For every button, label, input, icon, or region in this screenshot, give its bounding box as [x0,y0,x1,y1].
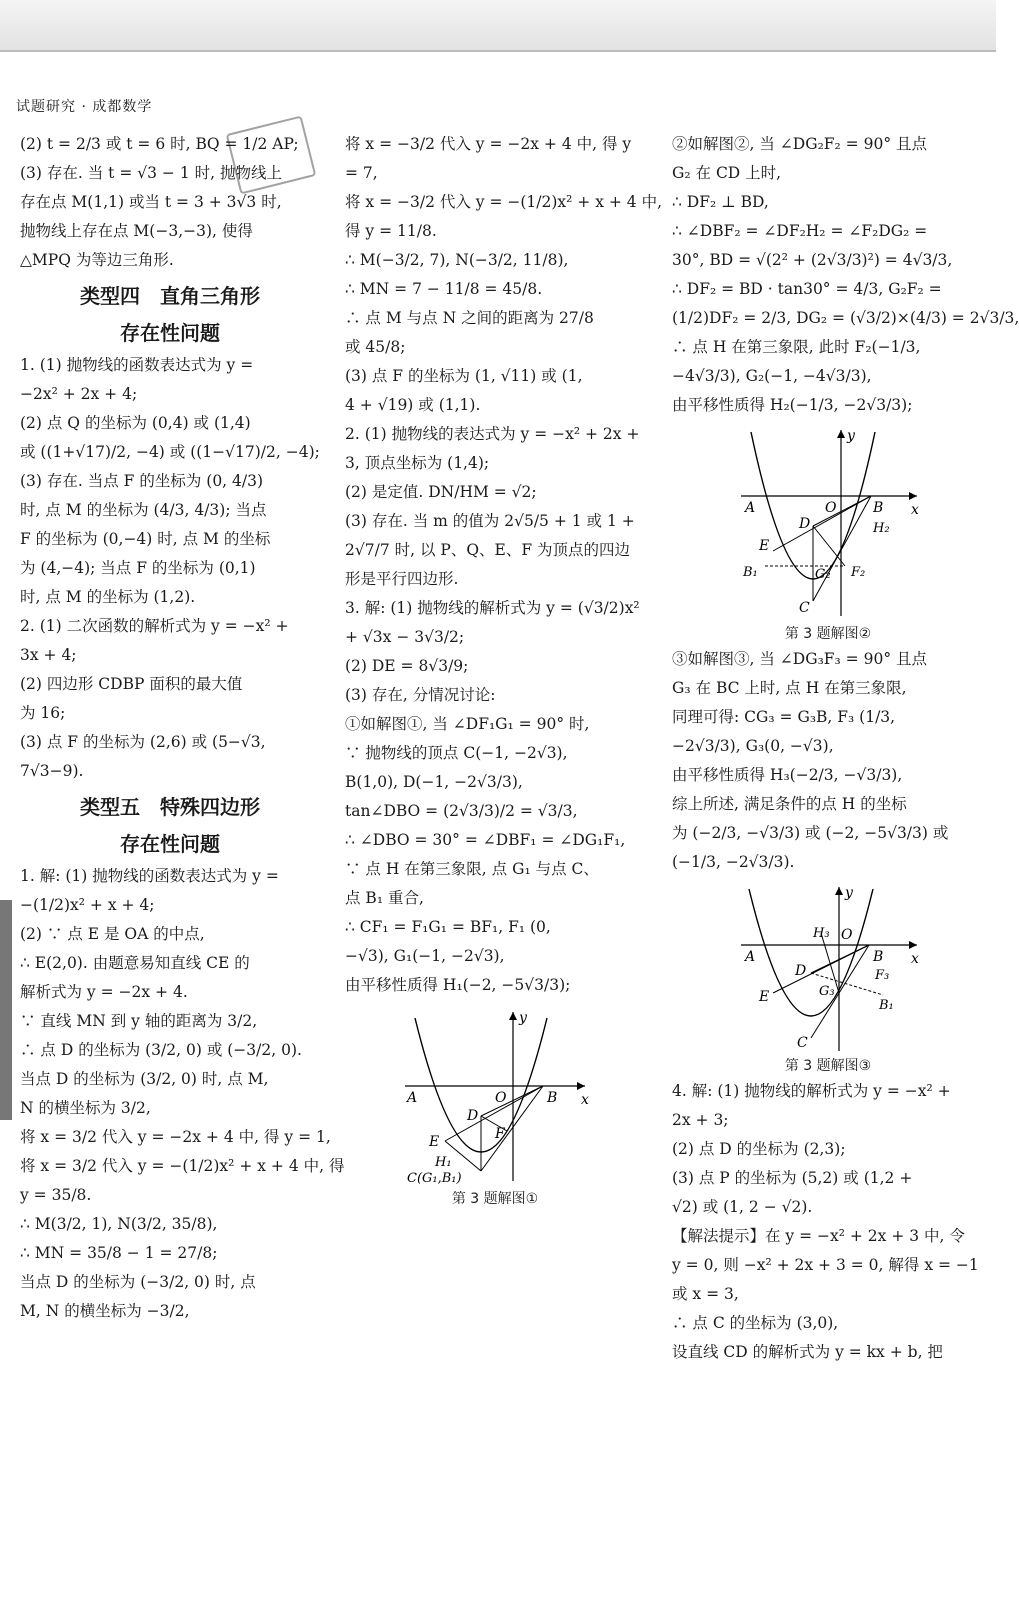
text-line: y = 0, 则 −x² + 2x + 3 = 0, 解得 x = −1 [672,1256,979,1274]
text-line: (2) 点 Q 的坐标为 (0,4) 或 (1,4) [20,414,251,432]
text-line: 将 x = 3/2 代入 y = −2x + 4 中, 得 y = 1, [20,1128,331,1146]
text-line: (2) t = 2/3 或 t = 6 时, BQ = 1/2 AP; [20,135,299,153]
y-axis-arrow [835,887,843,895]
text-line: 时, 点 M 的坐标为 (1,2). [20,588,196,606]
page-header: 试题研究 · 成都数学 [16,99,153,115]
label-y: y [519,1010,527,1026]
col1-lines-b [20,351,320,786]
text-line: ∴ 点 H 在第三象限, 此时 F₂(−1/3, [672,338,921,356]
text-line: 【解法提示】在 y = −x² + 2x + 3 中, 令 [672,1227,965,1245]
text-line: (3) 存在. 当 t = √3 − 1 时, 抛物线上 [20,164,282,182]
text-line: N 的横坐标为 3/2, [20,1099,151,1117]
segment-eb [445,1086,543,1141]
text-line: 为 (−2/3, −√3/3) 或 (−2, −5√3/3) 或 [672,824,949,842]
text-line: (3) 点 P 的坐标为 (5,2) 或 (1,2 + [672,1169,913,1187]
text-line: −4√3/3), G₂(−1, −4√3/3), [672,367,872,385]
text-line: 由平移性质得 H₂(−1/3, −2√3/3); [672,396,913,414]
text-line: 30°, BD = √(2² + (2√3/3)²) = 4√3/3, [672,251,953,269]
x-axis-arrow [909,941,917,949]
text-line: 当点 D 的坐标为 (3/2, 0) 时, 点 M, [20,1070,269,1088]
text-line: (3) 存在. 当 m 的值为 2√5/5 + 1 或 1 + [345,512,635,530]
text-line: y = 35/8. [20,1186,92,1204]
label-x: x [911,502,919,518]
label-B: B [547,1090,558,1106]
text-line: 7√3−9). [20,762,84,780]
text-line: ∵ 抛物线的顶点 C(−1, −2√3), [345,744,568,762]
x-axis-arrow [909,492,917,500]
text-line: G₂ 在 CD 上时, [672,164,782,182]
label-F: F [495,1126,505,1142]
label-D: D [795,963,807,979]
y-axis-arrow [509,1012,517,1020]
label-D: D [467,1108,479,1124]
label-H2: H₂ [873,521,890,536]
text-line: 将 x = 3/2 代入 y = −(1/2)x² + x + 4 中, 得 [20,1157,345,1175]
label-F2: F₂ [851,565,866,580]
label-A: A [745,500,756,516]
text-line: 抛物线上存在点 M(−3,−3), 使得 [20,222,253,240]
text-line: 解析式为 y = −2x + 4. [20,983,188,1001]
text-line: ∵ 直线 MN 到 y 轴的距离为 3/2, [20,1012,258,1030]
label-A: A [407,1090,418,1106]
text-line: 2. (1) 抛物线的表达式为 y = −x² + 2x + [345,425,640,443]
text-line: ③如解图③, 当 ∠DG₃F₃ = 90° 且点 [672,650,928,668]
text-line: ∴ CF₁ = F₁G₁ = BF₁, F₁ (0, [345,918,551,936]
text-line: (3) 存在. 当点 F 的坐标为 (0, 4/3) [20,472,264,490]
label-B1: B₁ [879,998,894,1013]
label-G3: G₃ [819,984,835,999]
text-line: 或 45/8; [345,338,406,356]
column-right [672,130,1019,1367]
text-line: (3) 点 F 的坐标为 (2,6) 或 (5−√3, [20,733,266,751]
text-line: 当点 D 的坐标为 (−3/2, 0) 时, 点 [20,1273,256,1291]
col1-lines-c [20,862,345,1326]
label-O: O [841,927,853,943]
text-line: B(1,0), D(−1, −2√3/3), [345,773,523,791]
text-line: 得 y = 11/8. [345,222,437,240]
text-line: 由平移性质得 H₁(−2, −5√3/3); [345,976,571,994]
text-line: 形是平行四边形. [345,570,459,588]
text-line: (−1/3, −2√3/3). [672,853,795,871]
col2-lines [345,130,663,1000]
text-line: 时, 点 M 的坐标为 (4/3, 4/3); 当点 [20,501,267,519]
scan-top-band [0,0,996,52]
label-E: E [759,989,770,1005]
segment-cb [481,1086,543,1171]
col3-lines-b [672,645,984,877]
figure-caption-2: 第 3 题解图② [784,626,872,642]
label-A: A [745,949,756,965]
text-line: 由平移性质得 H₃(−2/3, −√3/3), [672,766,903,784]
text-line: (2) ∵ 点 E 是 OA 的中点, [20,925,205,943]
label-D: D [799,516,811,532]
col1-lines-a [20,130,320,275]
section-subtitle-type4: 存在性问题 [120,321,220,345]
text-line: −2√3/3), G₃(0, −√3), [672,737,834,755]
col3-lines-a [672,130,1019,420]
text-line: ①如解图①, 当 ∠DF₁G₁ = 90° 时, [345,715,590,733]
text-line: G₃ 在 BC 上时, 点 H 在第三象限, [672,679,907,697]
label-B: B [873,949,884,965]
text-line: tan∠DBO = (2√3/3)/2 = √3/3, [345,802,578,820]
label-B: B [873,500,884,516]
text-line: ∴ MN = 7 − 11/8 = 45/8. [345,280,543,298]
text-line: 2. (1) 二次函数的解析式为 y = −x² + [20,617,289,635]
text-line: ∴ 点 C 的坐标为 (3,0), [672,1314,839,1332]
text-line: 3. 解: (1) 抛物线的解析式为 y = (√3/2)x² [345,599,640,617]
figure-caption-3: 第 3 题解图③ [784,1058,872,1074]
label-C: C [797,1035,808,1051]
text-line: ∴ E(2,0). 由题意易知直线 CE 的 [20,954,250,972]
text-line: 将 x = −3/2 代入 y = −(1/2)x² + x + 4 中, [345,193,663,211]
label-O: O [825,500,837,516]
text-line: (2) 是定值. DN/HM = √2; [345,483,537,501]
section-title-type5: 类型五 特殊四边形 [80,795,260,819]
column-middle [345,130,663,1210]
text-line: (2) 点 D 的坐标为 (2,3); [672,1140,846,1158]
figure-3-solution-3 [733,883,923,1053]
text-line: ②如解图②, 当 ∠DG₂F₂ = 90° 且点 [672,135,928,153]
label-C-G1-B1: C(G₁,B₁) [407,1171,462,1186]
label-y: y [845,885,853,901]
column-left [20,130,345,1326]
text-line: (2) DE = 8√3/9; [345,657,469,675]
segment-db [481,1086,543,1116]
text-line: (1/2)DF₂ = 2/3, DG₂ = (√3/2)×(4/3) = 2√3/3, [672,309,1019,327]
label-E: E [429,1134,440,1150]
label-H3: H₃ [813,926,830,941]
text-line: 1. 解: (1) 抛物线的函数表达式为 y = [20,867,279,885]
text-line: ∴ MN = 35/8 − 1 = 27/8; [20,1244,218,1262]
figure-caption-1: 第 3 题解图① [451,1191,539,1207]
text-line: 3, 顶点坐标为 (1,4); [345,454,490,472]
segment-df2 [813,526,845,566]
label-B1: B₁ [743,565,758,580]
text-line: ∴ 点 D 的坐标为 (3/2, 0) 或 (−3/2, 0). [20,1041,302,1059]
label-C: C [799,600,810,616]
text-line: 或 ((1+√17)/2, −4) 或 ((1−√17)/2, −4); [20,443,320,461]
section-title-type4: 类型四 直角三角形 [80,284,260,308]
text-line: 存在点 M(1,1) 或当 t = 3 + 3√3 时, [20,193,282,211]
label-H1: H₁ [435,1155,452,1170]
text-line: 同理可得: CG₃ = G₃B, F₃ (1/3, [672,708,896,726]
text-line: 4. 解: (1) 抛物线的解析式为 y = −x² + [672,1082,951,1100]
text-line: −(1/2)x² + x + 4; [20,896,155,914]
text-line: (3) 点 F 的坐标为 (1, √11) 或 (1, [345,367,583,385]
label-E: E [759,538,770,554]
figure-3-solution-1 [395,1006,595,1186]
label-O: O [495,1090,507,1106]
text-line: 或 x = 3, [672,1285,739,1303]
text-line: −2x² + 2x + 4; [20,385,138,403]
text-line: ∴ ∠DBO = 30° = ∠DBF₁ = ∠DG₁F₁, [345,831,626,849]
text-line: 3x + 4; [20,646,77,664]
text-line: M, N 的横坐标为 −3/2, [20,1302,190,1320]
text-line: 2x + 3; [672,1111,729,1129]
text-line: ∴ DF₂ ⊥ BD, [672,193,769,211]
text-line: ∵ 点 H 在第三象限, 点 G₁ 与点 C、 [345,860,599,878]
figure-3-solution-2 [733,426,923,621]
text-line: F 的坐标为 (0,−4) 时, 点 M 的坐标 [20,530,271,548]
text-line: 点 B₁ 重合, [345,889,424,907]
col3-lines-c [672,1077,984,1367]
label-F3: F₃ [875,968,890,983]
text-line: 将 x = −3/2 代入 y = −2x + 4 中, 得 y [345,135,632,153]
text-line: = 7, [345,164,378,182]
text-line: 2√7/7 时, 以 P、Q、E、F 为顶点的四边 [345,541,631,559]
text-line: ∴ ∠DBF₂ = ∠DF₂H₂ = ∠F₂DG₂ = [672,222,928,240]
text-line: ∴ M(−3/2, 7), N(−3/2, 11/8), [345,251,569,269]
text-line: ∴ 点 M 与点 N 之间的距离为 27/8 [345,309,594,327]
text-line: 为 16; [20,704,66,722]
text-line: (2) 四边形 CDBP 面积的最大值 [20,675,243,693]
label-G2: G₂ [815,567,831,582]
x-axis-arrow [577,1082,585,1090]
y-axis-arrow [837,430,845,438]
text-line: 1. (1) 抛物线的函数表达式为 y = [20,356,254,374]
text-line: △MPQ 为等边三角形. [20,251,174,269]
text-line: (3) 存在, 分情况讨论: [345,686,496,704]
label-x: x [581,1092,589,1108]
text-line: ∴ M(3/2, 1), N(3/2, 35/8), [20,1215,218,1233]
text-line: 综上所述, 满足条件的点 H 的坐标 [672,795,907,813]
text-line: −√3), G₁(−1, −2√3), [345,947,505,965]
side-tab-marker [0,900,12,1120]
label-x: x [911,951,919,967]
text-line: 设直线 CD 的解析式为 y = kx + b, 把 [672,1343,943,1361]
text-line: + √3x − 3√3/2; [345,628,465,646]
text-line: 为 (4,−4); 当点 F 的坐标为 (0,1) [20,559,256,577]
scan-top-line [0,50,996,52]
text-line: ∴ DF₂ = BD · tan30° = 4/3, G₂F₂ = [672,280,942,298]
text-line: 4 + √19) 或 (1,1). [345,396,481,414]
section-subtitle-type5: 存在性问题 [120,832,220,856]
label-y: y [847,428,855,444]
text-line: √2) 或 (1, 2 − √2). [672,1198,813,1216]
